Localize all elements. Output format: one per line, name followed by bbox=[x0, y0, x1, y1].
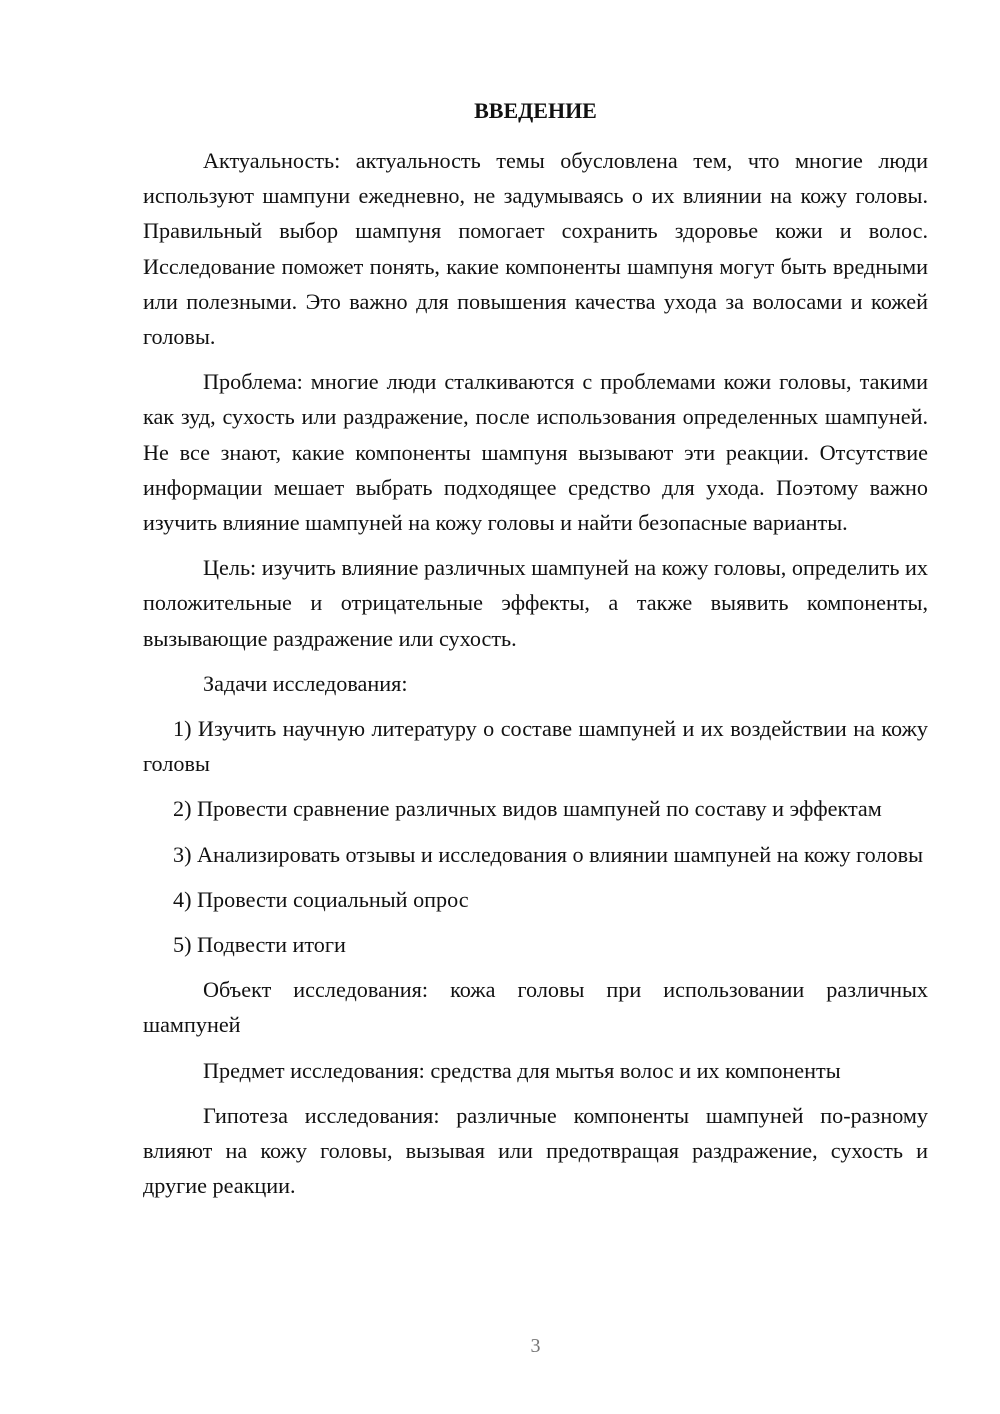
document-body bbox=[143, 143, 928, 1213]
document-page bbox=[143, 0, 928, 1414]
paragraph-goal: Цель: изучить влияние различных шампуней на кожу головы, определить их положительные и отрицательные эффекты, а также выявить компоненты, вызывающие раздражение или сухость. bbox=[143, 555, 928, 651]
page-number: 3 bbox=[530, 1335, 541, 1357]
task-item-5: 5) Подвести итоги bbox=[173, 932, 346, 958]
paragraph-hypothesis: Гипотеза исследования: различные компоненты шампуней по-разному влияют на кожу головы, вызывая или предотвращая раздражение, сухость и другие реакции. bbox=[143, 1102, 928, 1199]
tasks-heading: Задачи исследования: bbox=[203, 670, 408, 696]
task-item-3: 3) Анализировать отзывы и исследования о влиянии шампуней на кожу головы bbox=[173, 841, 924, 867]
paragraph-problem: Проблема: многие люди сталкиваются с проблемами кожи головы, такими как зуд, сухость или раздражение, после использования определенных шампуней. Не все знают, какие компоненты шампуня вызывают эти реакции. Отсутствие информации мешает выбрать подходящее средство для ухода. Поэтому важно изучить влияние шампуней на кожу головы и найти безопасные варианты. bbox=[143, 369, 928, 536]
task-item-2: 2) Провести сравнение различных видов шампуней по составу и эффектам bbox=[173, 796, 882, 822]
page-title: ВВЕДЕНИЕ bbox=[474, 98, 597, 123]
task-item-4: 4) Провести социальный опрос bbox=[173, 886, 469, 912]
task-item-1: 1) Изучить научную литературу о составе шампуней и их воздействии на кожу головы bbox=[143, 716, 928, 777]
paragraph-object: Объект исследования: кожа головы при использовании различных шампуней bbox=[143, 977, 928, 1038]
paragraph-relevance: Актуальность: актуальность темы обусловлена тем, что многие люди используют шампуни ежедневно, не задумываясь о их влиянии на кожу головы. Правильный выбор шампуня помогает сохранить здоровье кожи и волос. Исследование поможет понять, какие компоненты шампуня могут быть вредными или полезными. Это важно для повышения качества ухода за волосами и кожей головы. bbox=[143, 148, 928, 350]
paragraph-subject: Предмет исследования: средства для мытья волос и их компоненты bbox=[203, 1057, 841, 1083]
